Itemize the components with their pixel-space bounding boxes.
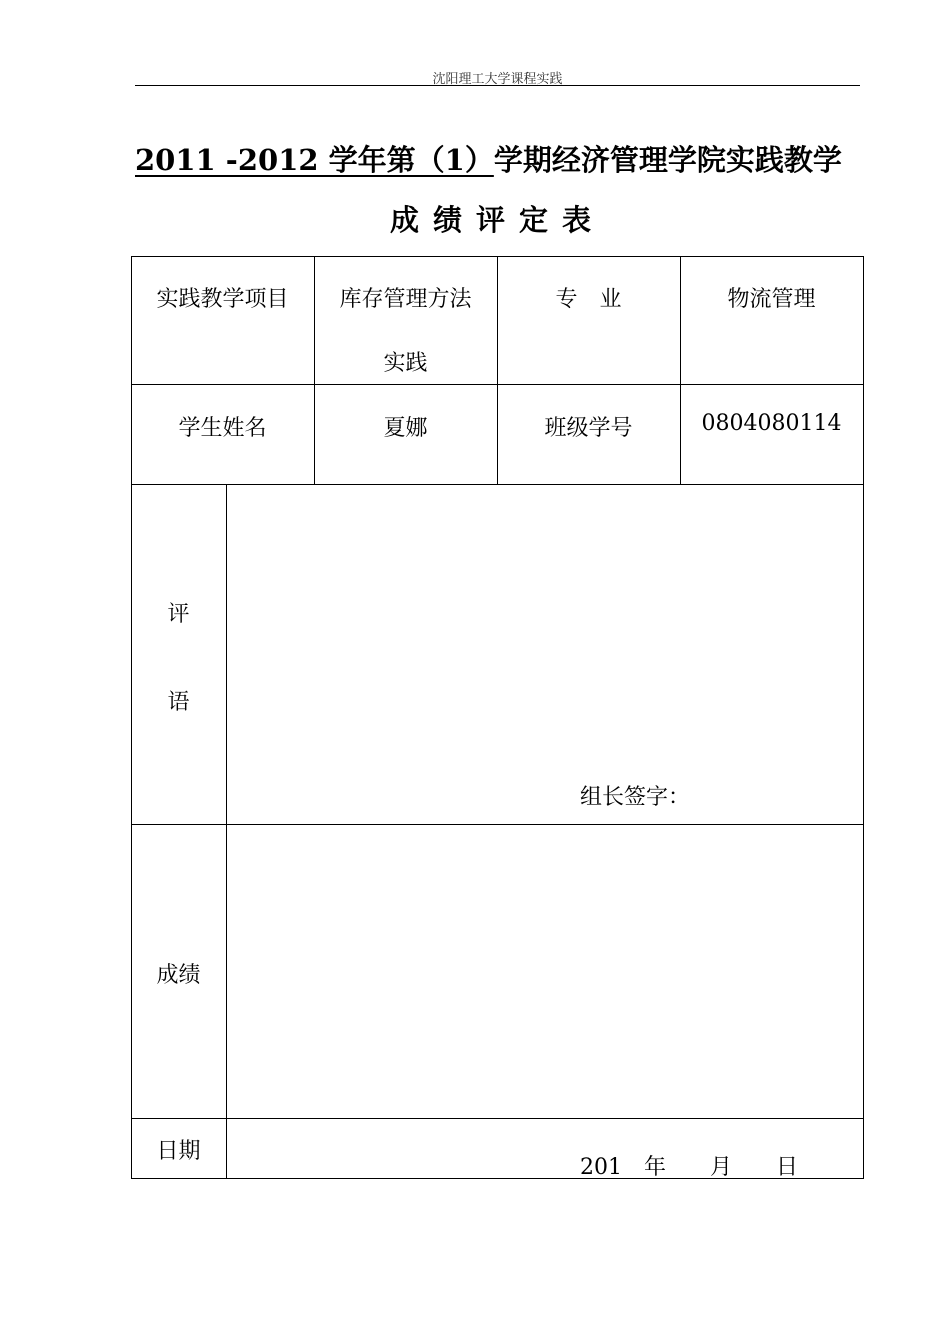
value-student-name: 夏娜: [383, 416, 428, 441]
grade-area[interactable]: [227, 826, 862, 1117]
document-title-line2: 成绩评定表: [389, 203, 605, 237]
label-practice-project: 实践教学项目: [156, 287, 289, 312]
evaluation-form: [131, 256, 864, 1179]
value-class-id: 0804080114: [701, 411, 842, 436]
label-comments-char1: 评: [167, 602, 190, 627]
row-divider: [131, 484, 864, 485]
label-date: 日期: [156, 1139, 201, 1164]
row-divider: [131, 824, 864, 825]
date-value: 201 年 月 日: [580, 1155, 798, 1180]
form-border-right: [863, 256, 864, 1179]
value-practice-project-line1: 库存管理方法: [339, 287, 472, 312]
form-border-left: [131, 256, 132, 1179]
document-title-line1: [135, 138, 860, 182]
value-practice-project-line2: 实践: [383, 351, 428, 376]
comments-area[interactable]: [227, 486, 862, 823]
label-student-name: 学生姓名: [178, 416, 267, 441]
label-class-id: 班级学号: [544, 416, 633, 441]
title-term: 2011 -2012 学年第（1）: [135, 143, 494, 177]
running-header: 沈阳理工大学课程实践: [432, 72, 563, 87]
row-divider: [131, 1118, 864, 1119]
header-rule: [135, 85, 860, 86]
label-major: 专 业: [555, 287, 622, 312]
title-department: 学期经济管理学院实践教学: [493, 143, 842, 177]
label-comments-char2: 语: [167, 690, 190, 715]
signature-label: 组长签字：: [580, 785, 691, 810]
value-major: 物流管理: [727, 287, 816, 312]
label-grade: 成绩: [156, 963, 201, 988]
